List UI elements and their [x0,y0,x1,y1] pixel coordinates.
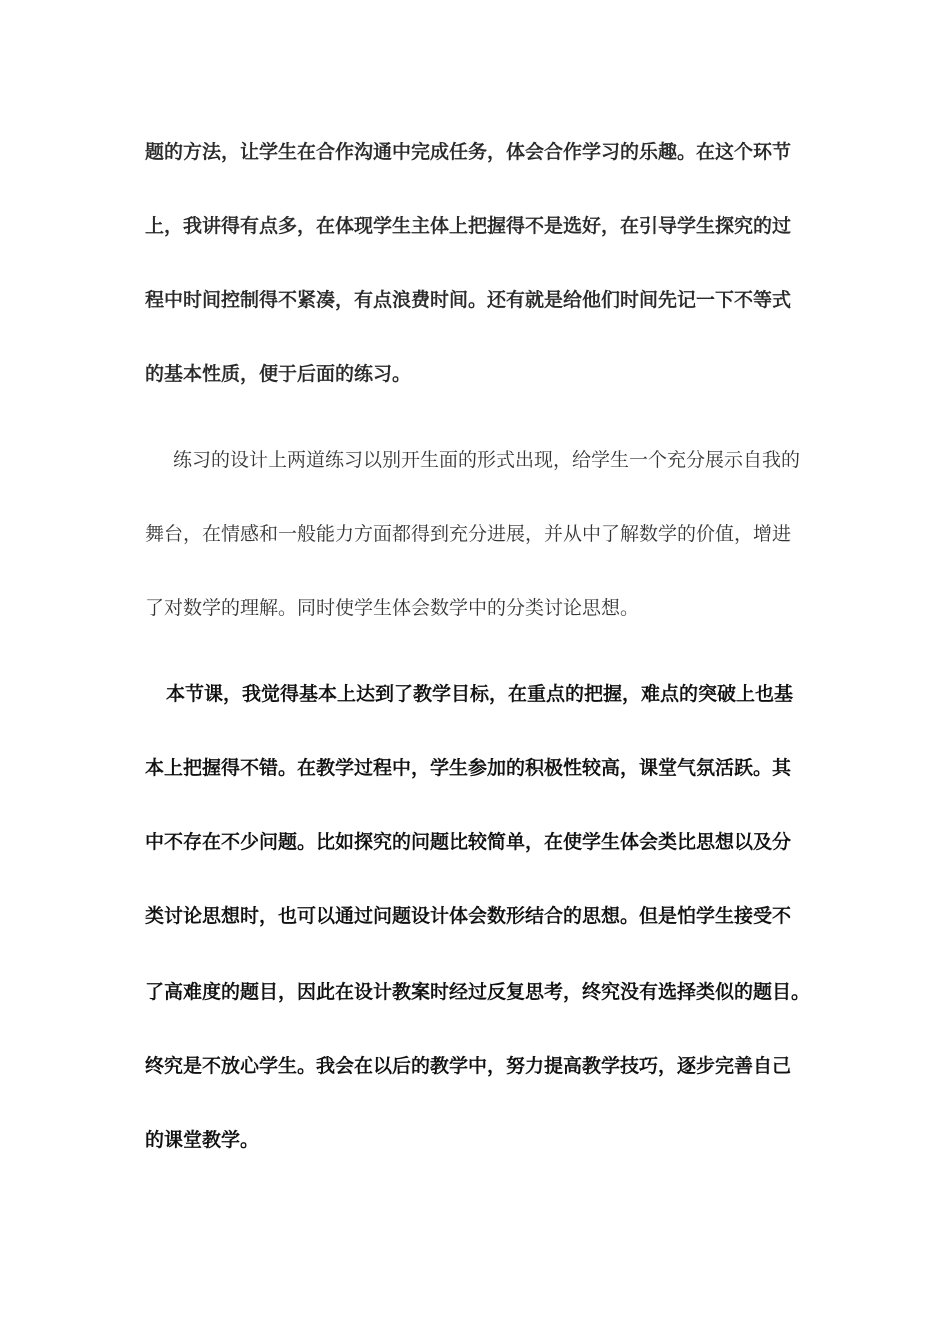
paragraph-3-line-7: 的课堂教学。 [145,1129,260,1151]
paragraph-2-line-2: 舞台，在情感和一般能力方面都得到充分进展，并从中了解数学的价值，增进 [145,523,792,545]
paragraph-3-line-4: 类讨论思想时，也可以通过问题设计体会数形结合的思想。但是怕学生接受不 [145,905,792,927]
paragraph-1-line-2: 上，我讲得有点多，在体现学生主体上把握得不是选好，在引导学生探究的过 [145,215,792,237]
paragraph-3-line-1: 本节课，我觉得基本上达到了教学目标，在重点的把握，难点的突破上也基 [166,683,794,705]
paragraph-3-line-5: 了高难度的题目，因此在设计教案时经过反复思考，终究没有选择类似的题目。 [145,981,811,1003]
paragraph-3-line-2: 本上把握得不错。在教学过程中，学生参加的积极性较高，课堂气氛活跃。其 [145,757,792,779]
paragraph-3-line-6: 终究是不放心学生。我会在以后的教学中，努力提高教学技巧，逐步完善自己 [145,1055,792,1077]
paragraph-2-line-3: 了对数学的理解。同时使学生体会数学中的分类讨论思想。 [145,597,640,619]
paragraph-1-line-4: 的基本性质，便于后面的练习。 [145,363,412,385]
paragraph-1-line-3: 程中时间控制得不紧凑，有点浪费时间。还有就是给他们时间先记一下不等式 [145,289,792,311]
paragraph-3-line-3: 中不存在不少问题。比如探究的问题比较简单，在使学生体会类比思想以及分 [145,831,792,853]
paragraph-1-line-1: 题的方法，让学生在合作沟通中完成任务，体会合作学习的乐趣。在这个环节 [145,141,792,163]
paragraph-2-line-1: 练习的设计上两道练习以别开生面的形式出现，给学生一个充分展示自我的 [173,449,801,471]
